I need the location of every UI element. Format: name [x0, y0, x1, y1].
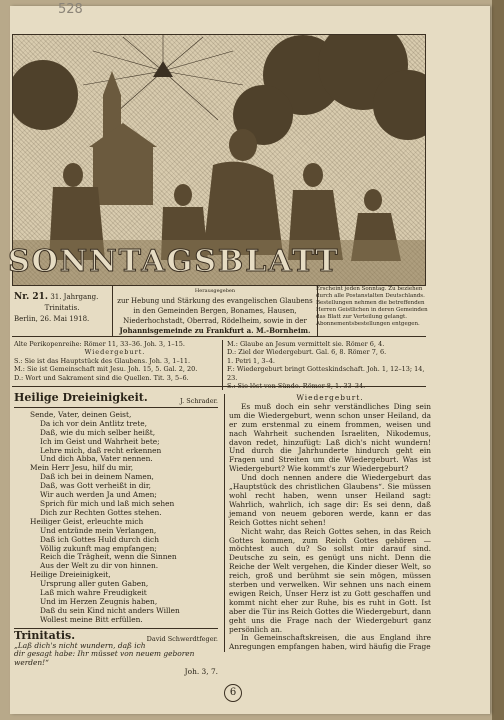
reading-line: D.: Wort und Sakrament sind die Quellen. Tit. 3, 5–6. [14, 373, 189, 382]
margin-note: 528 [58, 2, 83, 17]
article-paragraph: Nicht wahr, das Reich Gottes sehen, in das Reich Gottes kommen, zum Reich Gottes gehören — möchtest auch du? So sollst mir darauf sind. Deutsche zu sein, es genügt uns nicht. Denn die Reiche der Welt vergehen, die Kinder dieser Welt, so reich, groß und berühmt sie sein mögen, müssen sterben und verwelken. Wir sehnen uns nach einem ewigen Reich, Unser Herz ist zu Gott geschaffen und kommt nicht eher zur Ruhe, bis es ruht in Gott. Ist aber die Tür ins Reich Gottes die Wiedergeburt, dann geht uns die Frage nach der Wiedergeburt ganz persönlich an. [229, 526, 431, 634]
hymn-line: Sprich für mich und laß mich sehen [40, 498, 175, 508]
readings-left [14, 340, 216, 382]
reading-line: S.: Sie löst von Sünde. Römer 8, 1. 33–34. [227, 382, 366, 391]
reading-line: 1. Petri 1, 3–4. [227, 356, 275, 365]
hymn-line: Daß du sein Kind nicht anders Willen [40, 605, 180, 615]
hymn-line: Ursprung aller guten Gaben, [40, 579, 149, 589]
hymn-line: Da ich vor dein Antlitz trete, [40, 418, 147, 428]
article-paragraph: Es muß doch ein sehr verständliches Ding sein um die Wiedergeburt, wenn schon unser Heiland, da er zum erstenmal zu einem frommen, weisen und nach Wahrheit suchenden Israeliten, Nikodemus, davon redet, hinzufügt: Laß dich's nicht wundern! Und durch die Jahrhunderte hindurch geht ein Fragen und Streiten um die Wiedergeburt. Was ist Wiedergeburt? Wie kommt's zur Wiedergeburt? [229, 401, 431, 474]
hymn-line: Daß ich bei in deinem Namen, [40, 472, 154, 482]
tree-canopy [13, 35, 425, 145]
trinitatis-author: David Schwerdtfeger. [146, 634, 218, 643]
article-paragraph: Und doch nennen andere die Wiedergeburt das „Hauptstück des christlichen Glaubens“. Sie müssen wohl recht haben, wenn unser Heiland sagt: Wahrlich, wahrlich, ich sage dir: Es sei denn, daß jemand von neuem geboren werde, kann er das Reich Gottes nicht sehen! [229, 473, 431, 527]
publisher-block [112, 286, 318, 336]
hymn-line: Ich im Geist und Wahrheit bete; [40, 436, 160, 446]
reading-line: F.: Wiedergeburt bringt Gotteskindschaft. Joh. 1, 12–13; 14, 23. [227, 365, 425, 382]
hymn-line: Und dich Abba, Vater nennen. [40, 454, 153, 464]
reading-line: S.: Sie ist das Hauptstück des Glaubens. Joh. 3, 1–11. [14, 356, 191, 365]
issue-number: Nr. 21. [14, 292, 49, 302]
hymn-line: Reich die Trägheit, wenn die Sinnen [40, 552, 177, 562]
hymn-line: Wir auch werden Ja und Amen; [40, 490, 157, 500]
divider [14, 407, 218, 408]
page-number: 6 [224, 684, 242, 702]
hymn-line: Daß ich Gottes Huld durch dich [40, 534, 159, 544]
hymn-line: Daß, wie du mich selber heißt, [40, 427, 156, 437]
issue-info [14, 292, 110, 325]
publisher-line: Johannisgemeinde zu Frankfurt a. M.-Bornheim. [119, 326, 311, 335]
hymn-line: Und entzünde mein Verlangen, [40, 525, 157, 535]
hymn-line: Wollest meine Bitt erfüllen. [40, 614, 143, 624]
publisher-line: zur Hebung und Stärkung des evangelischen Glaubens [117, 297, 313, 305]
reading-line: M.: Glaube an Jesum vermittelt sie. Römer 6, 4. [227, 340, 385, 348]
hymn-line: Und im Herzen Zeugnis haben, [40, 596, 158, 606]
rule-middle [12, 386, 426, 387]
hymn-line: Lehre mich, daß recht erkennen [40, 445, 162, 455]
hymn-line: Sende, Vater, deinen Geist, [30, 409, 132, 419]
reading-line: M.: Sie ist Gemeinschaft mit Jesu. Joh. 15, 5. Gal. 2, 20. [14, 365, 198, 374]
book-edge [492, 0, 504, 720]
hymn-title: Heilige Dreieinigkeit. [14, 391, 148, 404]
rule-top [12, 336, 426, 337]
hymn-line: Dich zur Rechten Gottes stehen. [40, 507, 162, 517]
article-paragraph: In Gemeinschaftskreisen, die aus England ihre Anregungen empfangen haben, wird häufig die Frage [229, 633, 431, 652]
hymn-line: Mein Herr Jesu, hilf du mir, [30, 463, 134, 473]
trinitatis-title: Trinitatis. [14, 628, 76, 642]
readings-right [222, 340, 431, 390]
reading-heading: Wiedergeburt. [84, 348, 146, 357]
hymn-line: Daß, was Gott verheißt in dir, [40, 481, 151, 491]
left-column [14, 391, 218, 677]
issue-volume: 31. Jahrgang. [50, 293, 99, 301]
hymn-line: Laß mich wahre Freudigkeit [40, 588, 147, 598]
reading-line: D.: Ziel der Wiedergeburt. Gal. 6, 8. Römer 7, 6. [227, 348, 387, 357]
issue-date: Berlin, 26. Mai 1918. [14, 315, 90, 323]
trinitatis-quote: „Laß dich's nicht wundern, daß ich dir gesagt habe: Ihr müsset von neuem geboren werden!“ [14, 640, 195, 668]
hymn-line: Aus der Welt zu dir von hinnen. [40, 561, 159, 571]
church-tower [89, 71, 157, 205]
subscription-note: Erscheint jeden Sonntag. Zu beziehen durch alle Postanstalten Deutschlands. Bestellungen nehmen die betreffenden Herren Geistlichen in deren Gemeinden das Blatt zur Verteilung gelangt. Abonnementsbestellungen entgegen. [316, 286, 428, 327]
hymn-author: J. Schrader. [180, 397, 218, 405]
publisher-line: Niederhochstadt, Oberrad, Rödelheim, sowie in der [123, 317, 307, 325]
publisher-line: in den Gemeinden Bergen, Bonames, Hausen, [133, 307, 297, 315]
hymn-line: Heilige Dreieinigkeit, [30, 570, 111, 580]
article-title: Wiedergeburt. [296, 393, 364, 402]
reading-line: Alte Perikopenreihe: Römer 11, 33–36. Joh. 3, 1–15. [14, 340, 185, 348]
masthead-title: SONNTAGSBLATT [8, 244, 340, 279]
right-column [224, 394, 431, 652]
issue-sunday: Trinitatis. [44, 304, 80, 312]
hymn-line: Heiliger Geist, erleuchte mich [30, 516, 144, 526]
publisher-lead: Herausgegeben [194, 288, 236, 294]
hymn-line: Völlig zukunft mag empfangen; [40, 543, 157, 553]
trinitatis-ref: Joh. 3, 7. [184, 667, 218, 677]
hymn-text [14, 411, 218, 625]
